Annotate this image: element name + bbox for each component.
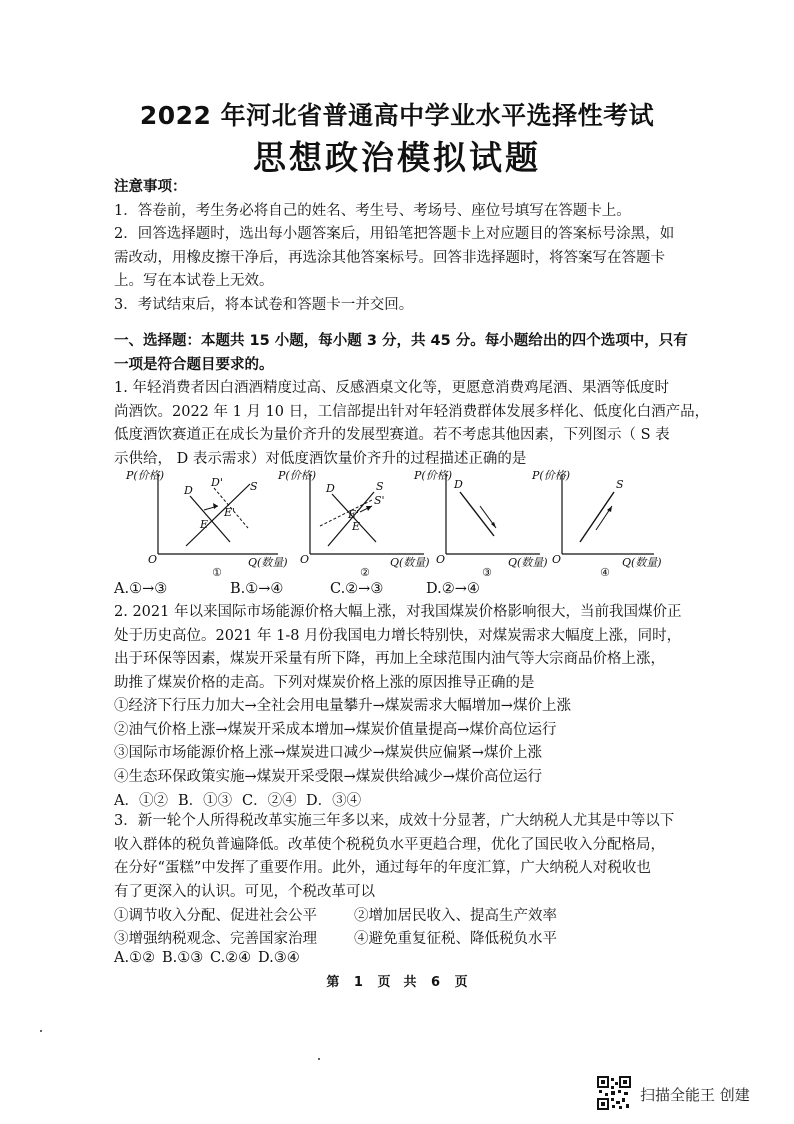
option-b[interactable]: B.①→④	[230, 581, 284, 597]
notice-line: 3．考试结束后，将本试卷和答题卡一并交回。	[114, 296, 414, 313]
option-a[interactable]: A.①→③	[114, 581, 168, 597]
option-b[interactable]: B.①③	[162, 950, 204, 966]
label-S: S	[376, 480, 384, 493]
question-item: ③增强纳税观念、完善国家治理	[114, 931, 317, 947]
scanner-watermark: 扫描全能王 创建	[640, 1086, 750, 1104]
x-axis-label: Q(数量)	[248, 556, 288, 569]
question-line: 有了更深入的认识。可见，个税改革可以	[114, 883, 375, 900]
question-item: ④生态环保政策实施→煤炭开采受限→煤炭供给减少→煤价高位运行	[114, 768, 542, 785]
section-heading-line: 一项是符合题目要求的。	[114, 356, 274, 373]
scan-speck	[40, 1030, 42, 1032]
graph-number: ③	[482, 566, 492, 579]
scan-speck	[318, 1058, 320, 1060]
label-S: S	[250, 480, 258, 493]
option-b[interactable]: B．①③	[178, 793, 233, 809]
qr-code-icon	[597, 1076, 631, 1110]
option-d[interactable]: D.②→④	[426, 581, 480, 597]
page-number: 第 1 页 共 6 页	[326, 975, 468, 990]
notice-line: 上。写在本试卷上无效。	[114, 273, 274, 289]
question-line: 示供给， D 表示需求）对低度酒饮量价齐升的过程描述正确的是	[114, 450, 527, 467]
x-axis-label: Q(数量)	[622, 556, 662, 569]
option-a[interactable]: A．①②	[114, 793, 168, 809]
y-axis-label: P(价格)	[414, 469, 452, 482]
question-3-items-row-2	[114, 927, 557, 948]
question-1-stem	[114, 377, 710, 471]
option-d[interactable]: D．③④	[306, 793, 362, 809]
graph-4	[530, 466, 680, 582]
question-item: ④避免重复征税、降低税负水平	[354, 931, 557, 947]
graph-1	[118, 466, 288, 582]
graph-number: ②	[360, 566, 370, 579]
question-line: 在分好“蛋糕”中发挥了重要作用。此外，通过每年的年度汇算，广大纳税人对税收也	[114, 860, 651, 876]
label-D: D	[454, 478, 463, 491]
question-line: 2. 2021 年以来国际市场能源价格大幅上涨，对我国煤炭价格影响很大，当前我国煤价正	[114, 604, 682, 620]
question-3-stem	[114, 810, 694, 904]
label-S: S	[616, 478, 624, 491]
option-c[interactable]: C．②④	[242, 793, 297, 809]
label-E-prime: E'	[224, 506, 236, 519]
question-item: ③国际市场能源价格上涨→煤炭进口减少→煤炭供应偏紧→煤价上涨	[114, 745, 542, 761]
graph-number: ①	[212, 566, 222, 579]
question-1-options	[114, 581, 480, 597]
option-d[interactable]: D.③④	[258, 950, 300, 966]
notice-heading: 注意事项：	[114, 179, 187, 195]
question-line: 低度酒饮赛道正在成长为量价齐升的发展型赛道。若不考虑其他因素，下列图示（ S 表	[114, 427, 670, 443]
question-item: ②油气价格上涨→煤炭开采成本增加→煤炭价值量提高→煤价高位运行	[114, 721, 557, 738]
label-D: D	[184, 484, 193, 497]
x-axis-label: Q(数量)	[508, 556, 548, 569]
label-E: E	[352, 520, 361, 533]
origin-label: O	[436, 553, 446, 566]
section-heading-line: 一、选择题：本题共 15 小题，每小题 3 分，共 45 分。每小题给出的四个选项中，只有	[114, 333, 688, 349]
y-axis-label: P(价格)	[126, 469, 164, 482]
notice-section	[114, 176, 694, 317]
question-3-options	[114, 950, 300, 966]
label-E-prime: E'	[348, 508, 360, 521]
origin-label: O	[300, 553, 310, 566]
graph-number: ④	[600, 566, 610, 579]
section-heading	[114, 330, 694, 377]
origin-label: O	[552, 553, 562, 566]
exam-title: 2022 年河北省普通高中学业水平选择性考试	[139, 101, 655, 130]
label-D: D	[326, 482, 335, 495]
label-D-prime: D'	[211, 476, 223, 489]
question-line: 尚酒饮。2022 年 1 月 10 日，工信部提出针对年轻消费群体发展多样化、低度化白酒产品，	[114, 403, 710, 420]
question-item: ①经济下行压力加大→全社会用电量攀升→煤炭需求大幅增加→煤价上涨	[114, 698, 571, 714]
question-line: 1. 年轻消费者因白酒酒精度过高、反感酒桌文化等，更愿意消费鸡尾酒、果酒等低度时	[114, 380, 669, 396]
notice-line: 1．答卷前，考生务必将自己的姓名、考生号、考场号、座位号填写在答题卡上。	[114, 202, 631, 219]
y-axis-label: P(价格)	[532, 469, 570, 482]
origin-label: O	[148, 553, 158, 566]
question-line: 处于历史高位。2021 年 1-8 月份我国电力增长特别快，对煤炭需求大幅度上涨，同时，	[114, 627, 682, 644]
question-line: 助推了煤炭价格的走高。下列对煤炭价格上涨的原因推导正确的是	[114, 674, 535, 691]
question-line: 出于环保等因素，煤炭开采量有所下降，再加上全球范围内油气等大宗商品价格上涨，	[114, 651, 665, 667]
question-3-items-row-1	[114, 904, 557, 925]
x-axis-label: Q(数量)	[390, 556, 430, 569]
label-E: E	[200, 518, 209, 531]
notice-line: 需改动，用橡皮擦干净后，再选涂其他答案标号。回答非选择题时，将答案写在答题卡	[114, 249, 665, 266]
question-2-stem	[114, 601, 694, 789]
question-item: ①调节收入分配、促进社会公平	[114, 908, 317, 924]
y-axis-label: P(价格)	[278, 469, 316, 482]
graph-4-svg	[530, 466, 680, 578]
question-2-options	[114, 789, 361, 810]
graph-1-svg	[118, 466, 288, 578]
exam-subtitle: 思想政治模拟试题	[253, 138, 541, 177]
question-line: 收入群体的税负普遍降低。改革使个税税负水平更趋合理，优化了国民收入分配格局，	[114, 836, 665, 853]
question-item: ②增加居民收入、提高生产效率	[354, 908, 557, 924]
option-c[interactable]: C.②④	[210, 950, 252, 966]
question-line: 3．新一轮个人所得税改革实施三年多以来，成效十分显著，广大纳税人尤其是中等以下	[114, 813, 675, 829]
notice-line: 2．回答选择题时，选出每小题答案后，用铅笔把答题卡上对应题目的答案标号涂黑，如	[114, 226, 675, 242]
label-S-prime: S'	[374, 494, 385, 507]
option-c[interactable]: C.②→③	[330, 581, 384, 597]
option-a[interactable]: A.①②	[114, 950, 156, 966]
